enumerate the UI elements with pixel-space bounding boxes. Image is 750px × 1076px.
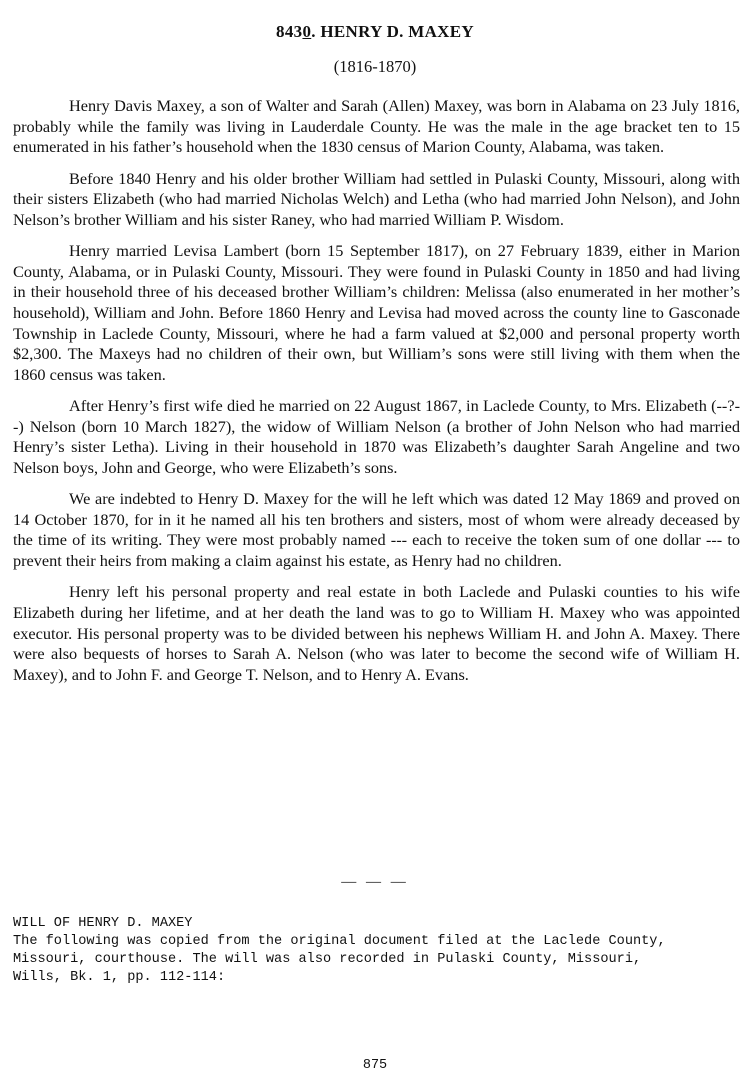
- entry-number: 843: [276, 22, 303, 41]
- paragraph-settlement: Before 1840 Henry and his older brother William had settled in Pulaski County, Missouri, along with their sisters Elizabeth (who had married Nicholas Welch) and Letha (who had married John Nelson), and John Nelson’s brother William and his sister Raney, who had married William P. Wisdom.: [13, 168, 740, 229]
- entry-number-underlined-digit: 0: [302, 22, 312, 41]
- will-heading: WILL OF HENRY D. MAXEY: [13, 916, 193, 931]
- page-title: 8430. HENRY D. MAXEY: [276, 22, 474, 41]
- paragraph-first-marriage: Henry married Levisa Lambert (born 15 September 1817), on 27 February 1839, either in Marion County, Alabama, or in Pulaski County, Missouri. They were found in Pulaski County in 1850 and had living in their household three of his deceased brother William’s children: Melissa (also enumerated in her mother’s household), William and John. Before 1860 Henry and Levisa had moved across the county line to Gasconade Township in Laclede County, Missouri, where he had a farm valued at $2,000 and personal property worth $2,300. The Maxeys had no children of their own, but William’s sons were still living with them when the 1860 census was taken.: [13, 241, 740, 384]
- paragraph-birth: Henry Davis Maxey, a son of Walter and Sarah (Allen) Maxey, was born in Alabama on 23 July 1816, probably while the family was living in Lauderdale County. He was the male in the age bracket ten to 15 enumerated in his father’s household when the 1830 census of Marion County, Alabama, was taken.: [13, 96, 740, 157]
- page-number: 875: [362, 1058, 388, 1073]
- person-name: HENRY D. MAXEY: [320, 22, 474, 41]
- paragraph-will: We are indebted to Henry D. Maxey for the will he left which was dated 12 May 1869 and proved on 14 October 1870, for in it he named all his ten brothers and sisters, most of whom were already deceased by the time of its writing. They were most probably named --- each to receive the token sum of one dollar --- to prevent their heirs from making a claim against his estate, as Henry had no children.: [13, 489, 740, 571]
- will-section: [13, 915, 743, 987]
- will-intro: The following was copied from the original document filed at the Laclede County, Missouri, courthouse. The will was also recorded in Pulaski County, Missouri, Wills, Bk. 1, pp. 112-114:: [13, 934, 666, 985]
- paragraph-bequests: Henry left his personal property and real estate in both Laclede and Pulaski counties to his wife Elizabeth during her lifetime, and at her death the land was to go to William H. Maxey who was appointed executor. His personal property was to be divided between his nephews William H. and John A. Maxey. There were also bequests of horses to Sarah A. Nelson (who was later to become the second wife of William H. Maxey), and to John F. and George T. Nelson, and to Henry A. Evans.: [13, 582, 740, 684]
- paragraph-second-marriage: After Henry’s first wife died he married on 22 August 1867, in Laclede County, to Mrs. Elizabeth (--?--) Nelson (born 10 March 1827), the widow of William Nelson (a brother of John Nelson who had married Henry’s sister Letha). Living in their household in 1870 was Elizabeth’s daughter Sarah Angeline and two Nelson boys, John and George, who were Elizabeth’s sons.: [13, 396, 740, 477]
- section-separator: — — —: [341, 874, 409, 890]
- biography-body: [13, 96, 740, 696]
- life-dates: (1816-1870): [333, 57, 417, 76]
